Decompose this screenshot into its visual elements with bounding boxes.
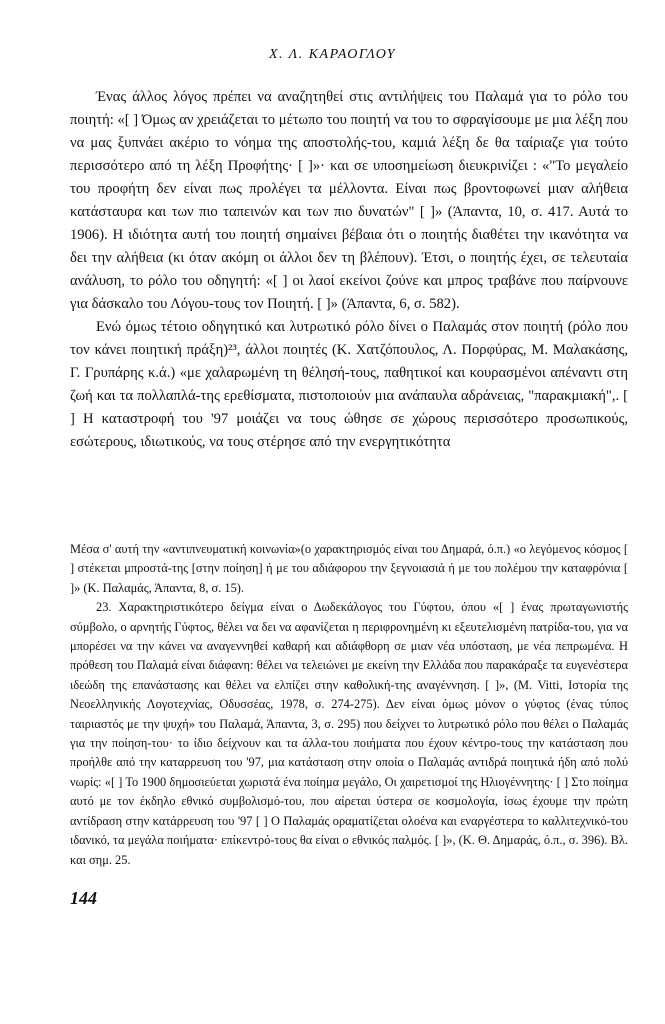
running-head: Χ. Λ. ΚΑΡΑΟΓΛΟΥ — [268, 47, 397, 62]
body-paragraph: Ένας άλλος λόγος πρέπει να αναζητηθεί στις αντιλήψεις του Παλαμά για το ρόλο του ποιητή: «[ ] Όμως αν χρειάζεται το μέτωπο του ποιητή να του το σφραγίσουμε με μια λέξη που να μας ξυπνάει ακέριο το νόημα της αποστολής-του, καμιά λέξη δε θα ταίριαζε για τούτο περισσότερο από τη λέξη Προφήτης· [ ]»· και σε υποσημείωση διευκρινίζει : «"Το μεγαλείο του προφήτη δεν είναι πως προλέγει τα μέλλοντα. Είναι πως βροντοφωνεί μιαν αλήθεια κατάσταυρα και των πιο ταπεινών και των πιο δυνατών" [ ]» (Άπαντα, 10, σ. 417. Αυτά το 1906). Η ιδιότητα αυτή του ποιητή σημαίνει βέβαια ότι ο ποιητής διαθέτει την ικανότητα να δει την αλήθεια (κι όταν ακόμη οι άλλοι δεν τη βλέπουν). Έτσι, ο ποιητής έχει, σε τελευταία ανάλυση, το ρόλο του οδηγητή: «[ ] οι λαοί εκείνοι ζούνε και μπρος τραβάνε που παίρνουνε για δάσκαλο του Λόγου-τους τον Ποιητή. [ ]» (Άπαντα, 6, σ. 582). — [70, 89, 628, 312]
body-paragraph: Ενώ όμως τέτοιο οδηγητικό και λυτρωτικό ρόλο δίνει ο Παλαμάς στον ποιητή (ρόλο που τον κάνει ποιητική πράξη)²³, άλλοι ποιητές (Κ. Χατζόπουλος, Λ. Πορφύρας, Μ. Μαλακάσης, Γ. Γρυπάρης κ.ά.) «με χαλαρωμένη τη θέλησή-τους, παθητικοί και κουρασμένοι απέναντι στη ζωή και τα πολλαπλά-της ερεθίσματα, πιστοποιούν μια ανάπαυλα αδράνειας, "παρακμιακή",. [ ] Η καταστροφή του '97 μοιάζει να τους ώθησε σε χώρους περισσότερο προσωπικούς, εσώτερους, ιδιωτικούς, να τους στέρησε από την ενεργητικότητα — [70, 319, 628, 450]
main-text — [70, 86, 628, 454]
page-number: 144 — [70, 888, 97, 908]
footnote-23: 23. Χαρακτηριστικότερο δείγμα είναι ο Δωδεκάλογος του Γύφτου, όπου «[ ] ένας πρωταγωνιστής σύμβολο, ο αρνητής Γύφτος, θέλει να δει να αφανίζεται η περιφρονημένη κι εξευτελισμένη πατρίδα-του, για να μπορέσει να την κάνει να αναγεννηθεί καθαρή και αδιάφθορη σε μιαν νέα υπόσταση, με νέα πεπρωμένα. Η πρόθεση του Παλαμά είναι διάφανη: θέλει να τελειώνει με εκείνη την Ελλάδα που παρακάραξε τα ευγενέστερα ιδεώδη της επανάστασης και θέλει να ελπίζει στην καθολική-της αναγέννηση. [ ]», (M. Vitti, Ιστορία της Νεοελληνικής Λογοτεχνίας, Οδυσσέας, 1978, σ. 274-275). Δεν είναι όμως μόνον ο γύφτος (ένας τύπος ταιριαστός με την ψυχή» του Παλαμά, Άπαντα, 3, σ. 295) που δείχνει το λυτρωτικό ρόλο που θέλει ο Παλαμάς για την ποίηση-του· το ίδιο δείχνουν και τα άλλα-του ποιήματα που έχουν κέντρο-τους την κατάσταση που προήλθε από την καταρρευση του '97, μια κατάσταση στην οποία ο Παλαμάς αντιδρά ποιητικά ήδη από πολύ νωρίς: «[ ] Το 1900 δημοσιεύεται χωριστά ένα ποίημα μεγάλο, Οι χαιρετισμοί της Ηλιογέννητης· [ ] Στο ποίημα αυτό με τον έκδηλο εθνικό συμβολισμό-του, που αίρεται ύστερα σε κοσμολογία, ίσως έχουμε την πρώτη αντίδραση στην κατάρρευση του '97 [ ] Ο Παλαμάς οραματίζεται ολοένα και εναργέστερα το καλλιτεχνικό-του ιδανικό, τα μεγάλα ποιήματα· επίκεντρό-τους θα είναι ο εθνικός παλμός. [ ]», (Κ. Θ. Δημαράς, ό.π., σ. 396). Βλ. και σημ. 25. — [70, 600, 628, 867]
footnote-continuation: Μέσα σ' αυτή την «αντιπνευματική κοινωνία»(ο χαρακτηρισμός είναι του Δημαρά, ό.π.) «ο λεγόμενος κόσμος [ ] στέκεται μπροστά-της [στην ποίηση] ή με του αδιάφορου την ξεγνοιασιά ή με του πολέμου την καταφρόνια [ ]» (Κ. Παλαμάς, Άπαντα, 8, σ. 15). — [70, 542, 628, 595]
footnotes — [70, 540, 628, 870]
